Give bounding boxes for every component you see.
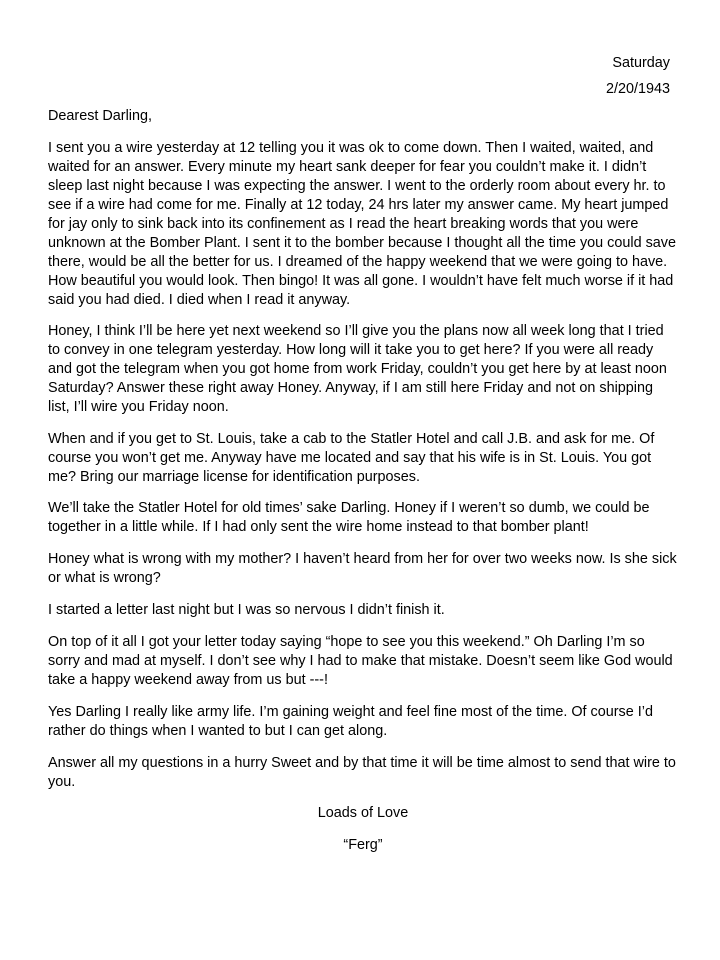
paragraph-9: Answer all my questions in a hurry Sweet and by that time it will be time almost to send that wire to you. bbox=[48, 755, 676, 790]
paragraph-1: I sent you a wire yesterday at 12 telling you it was ok to come down. Then I waited, waited, and waited for an answer. Every minute my heart sank deeper for fear you couldn’t make it. I didn’t sleep last night because I was expecting the answer. I went to the orderly room about every hr. to see if a wire had come for me. Finally at 12 today, 24 hrs later my answer came. My heart jumped for jay only to sink back into its confinement as I read the heart breaking words that you were unknown at the Bomber Plant. I sent it to the bomber because I thought all the time you could save there, would be all the better for us. I dreamed of the happy weekend that we were going to have. How beautiful you would look. Then bingo! It was all gone. I wouldn’t have felt much worse if it had said you had died. I died when I read it anyway. bbox=[48, 140, 676, 308]
paragraph-3: When and if you get to St. Louis, take a cab to the Statler Hotel and call J.B. and ask for me. Of course you won’t get me. Anyway have me located and say that his wife is in St. Louis. You got me? Bring our marriage license for identification purposes. bbox=[48, 431, 655, 485]
letter-signature: “Ferg” bbox=[343, 837, 383, 853]
paragraph-5: Honey what is wrong with my mother? I haven’t heard from her for over two weeks now. Is she sick or what is wrong? bbox=[48, 551, 677, 586]
paragraph-4: We’ll take the Statler Hotel for old times’ sake Darling. Honey if I weren’t so dumb, we could be together in a little while. If I had only sent the wire home instead to that bomber plant! bbox=[48, 500, 650, 535]
paragraph-7: On top of it all I got your letter today saying “hope to see you this weekend.” Oh Darling I’m so sorry and mad at myself. I don’t see why I had to make that mistake. Doesn’t seem like God would take a happy weekend away from us but ---! bbox=[48, 634, 673, 688]
paragraph-6: I started a letter last night but I was so nervous I didn’t finish it. bbox=[48, 602, 445, 618]
letter-greeting: Dearest Darling, bbox=[48, 108, 152, 124]
letter-day: Saturday bbox=[612, 55, 670, 71]
paragraph-8: Yes Darling I really like army life. I’m gaining weight and feel fine most of the time. Of course I’d rather do things when I wanted to but I can get along. bbox=[48, 704, 653, 739]
paragraph-2: Honey, I think I’ll be here yet next weekend so I’ll give you the plans now all week long that I tried to convey in one telegram yesterday. How long will it take you to get here? If you were all ready and got the telegram when you got home from work Friday, couldn’t you get here by at least noon Saturday? Answer these right away Honey. Anyway, if I am still here Friday and not on shipping list, I’ll wire you Friday noon. bbox=[48, 323, 667, 415]
letter-closing: Loads of Love bbox=[317, 805, 409, 821]
letter-date: 2/20/1943 bbox=[605, 81, 670, 97]
letter-body bbox=[48, 54, 678, 855]
